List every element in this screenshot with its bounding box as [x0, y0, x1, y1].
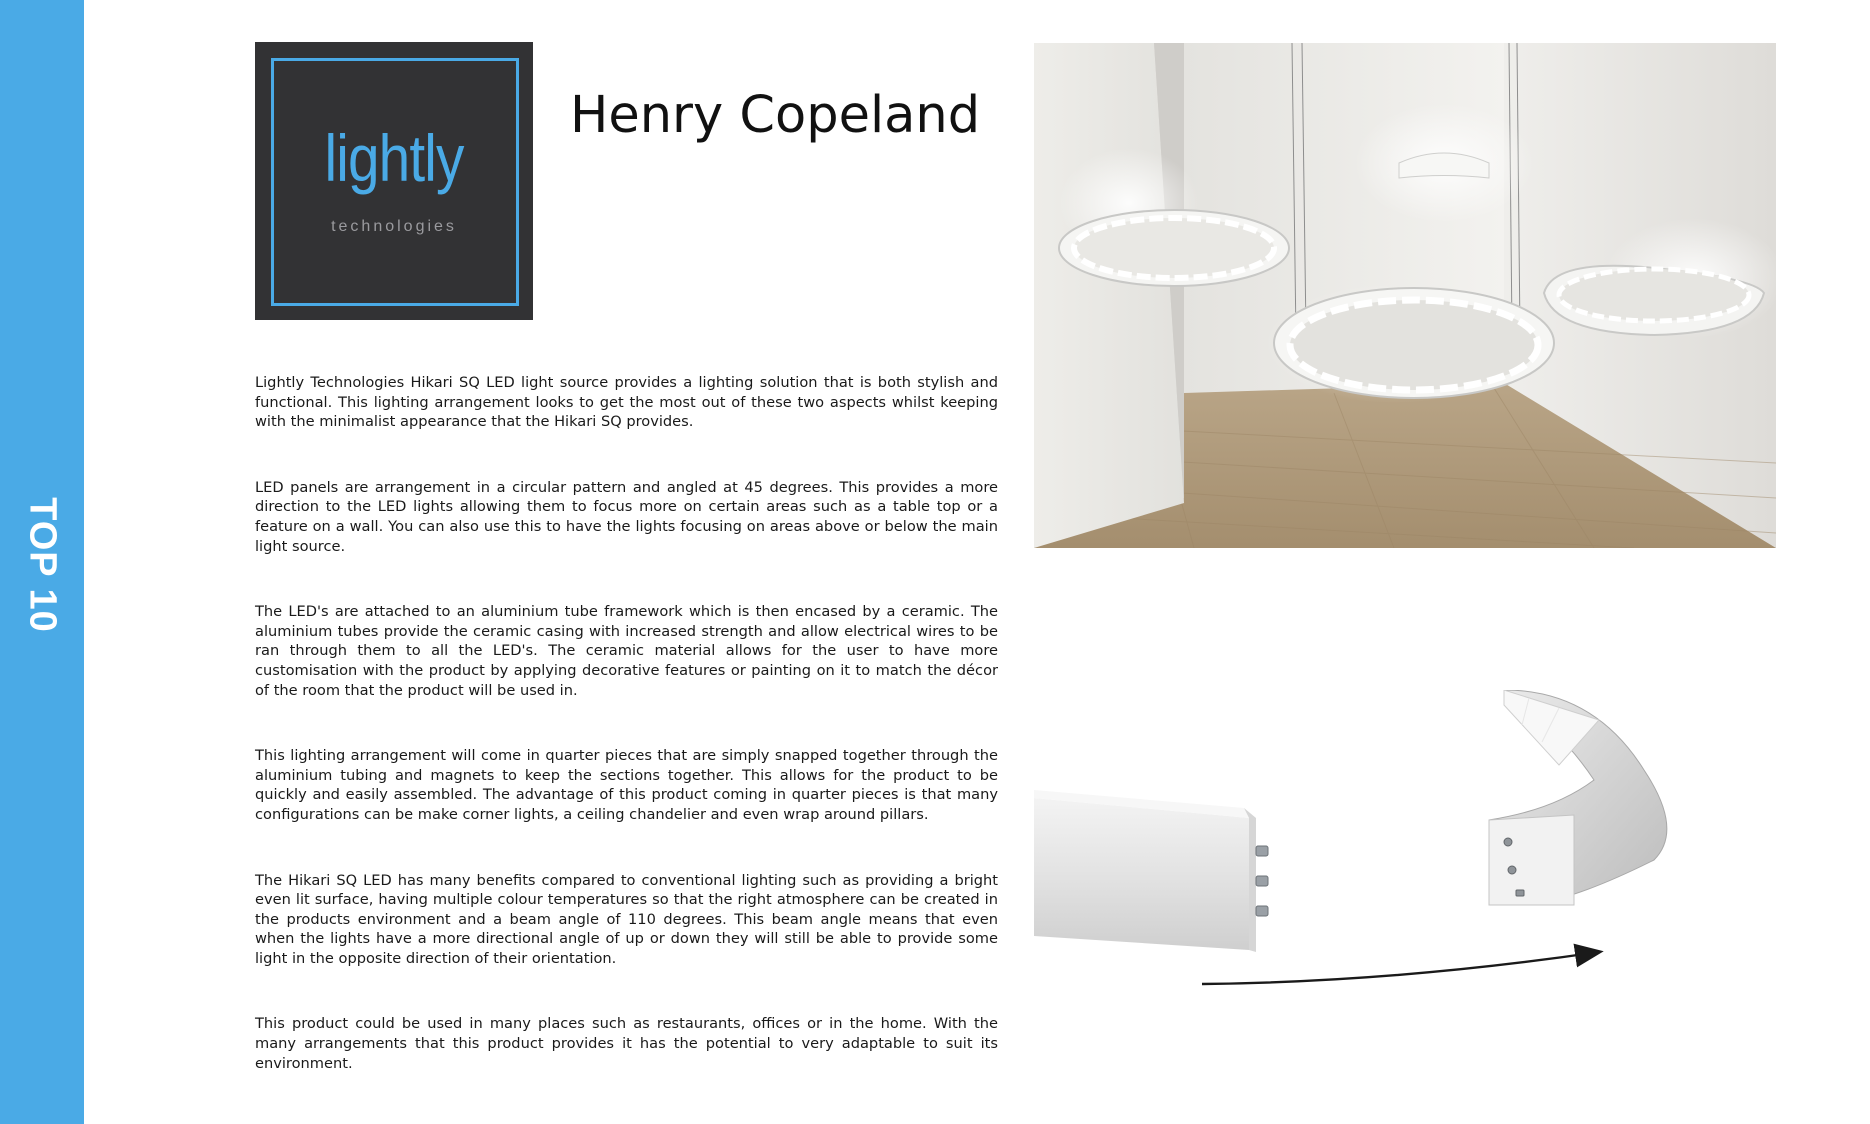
- company-logo: [255, 42, 533, 320]
- room-render-svg: [1034, 43, 1776, 548]
- sidebar-label: TOP 10: [21, 497, 64, 633]
- page-title: Henry Copeland: [570, 86, 981, 145]
- logo-subtitle: technologies: [331, 218, 457, 235]
- sidebar-band: [0, 0, 84, 1124]
- component-render-image: [1034, 690, 1744, 1000]
- description-text: [255, 373, 998, 1119]
- logo-wordmark: lightly: [324, 121, 464, 195]
- paragraph-intro: Lightly Technologies Hikari SQ LED light source provides a lighting solution that is both stylish and functional. This lighting arrangement looks to get the most out of these two aspects whilst keeping with the minimalist appearance that the Hikari SQ provides.: [255, 374, 998, 431]
- paragraph-benefits: The Hikari SQ LED has many benefits compared to conventional lighting such as providing a bright even lit surface, having multiple colour temperatures so that the right atmosphere can be created in the products environment and a beam angle of 110 degrees. This beam angle means that even when the lights have a more directional angle of up or down they will still be able to provide some light in the opposite direction of their orientation.: [255, 871, 998, 967]
- paragraph-assembly: This lighting arrangement will come in quarter pieces that are simply snapped together through the aluminium tubing and magnets to keep the sections together. This allows for the product to be quickly and easily assembled. The advantage of this product coming in quarter pieces is that many configurations can be make corner lights, a ceiling chandelier and even wrap around pillars.: [255, 747, 998, 823]
- paragraph-usage: This product could be used in many places such as restaurants, offices or in the home. With the many arrangements that this product provides it has the potential to very adaptable to suit its environment.: [255, 1015, 998, 1072]
- paragraph-framework: The LED's are attached to an aluminium tube framework which is then encased by a ceramic. The aluminium tubes provide the ceramic casing with increased strength and allow electrical wires to be ran through them to all the LED's. The ceramic material allows for the user to have more customisation with the product by applying decorative features or painting on it to match the décor of the room that the product will be used in.: [255, 603, 998, 699]
- room-render-image: [1034, 43, 1776, 548]
- component-render-svg: [1034, 690, 1744, 1000]
- paragraph-led-panels: LED panels are arrangement in a circular pattern and angled at 45 degrees. This provides a more direction to the LED lights allowing them to focus more on certain areas such as a table top or a feature on a wall. You can also use this to have the lights focusing on areas above or below the main light source.: [255, 478, 998, 555]
